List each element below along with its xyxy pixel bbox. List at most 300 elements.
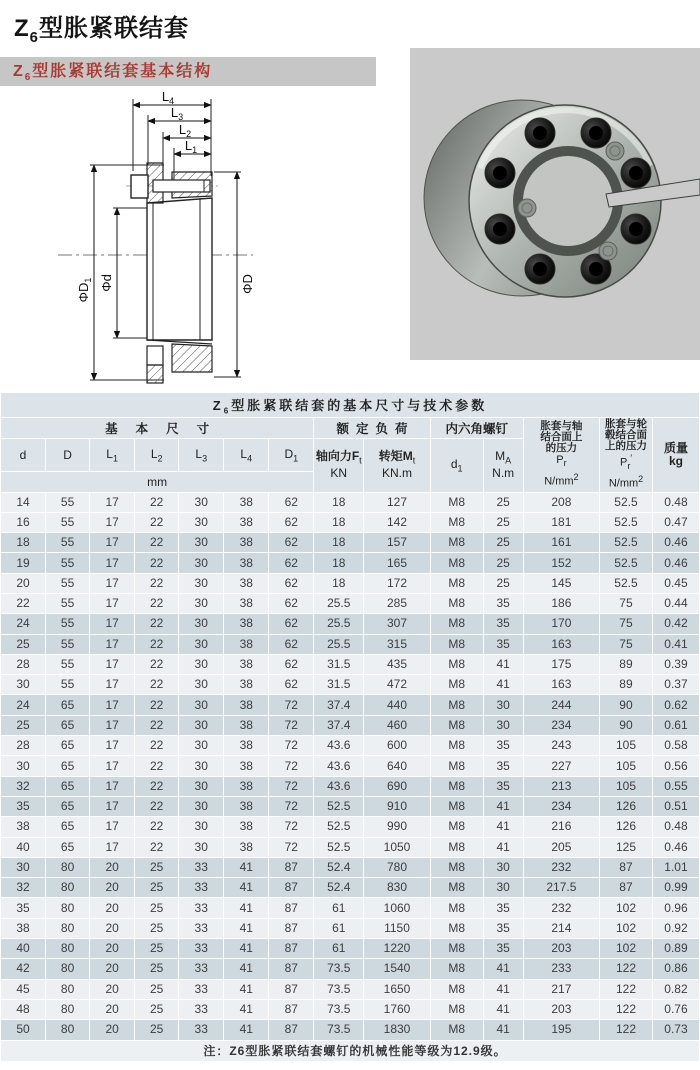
table-cell: M8 xyxy=(431,594,483,613)
table-cell: 30 xyxy=(179,655,223,674)
col-header-ma: $M_A$ N.m xyxy=(484,439,523,492)
table-cell: 0.51 xyxy=(653,797,699,816)
table-cell: 165 xyxy=(364,553,430,572)
table-cell: 72 xyxy=(269,777,313,796)
table-cell: 232 xyxy=(524,898,599,917)
table-cell: 217.5 xyxy=(524,878,599,897)
table-cell: 216 xyxy=(524,817,599,836)
table-cell: 122 xyxy=(600,1000,652,1019)
table-cell: 142 xyxy=(364,513,430,532)
table-cell: 55 xyxy=(46,493,89,512)
table-cell: 72 xyxy=(269,695,313,714)
table-cell: 20 xyxy=(90,1000,134,1019)
col-header-L2: $L_2$ xyxy=(135,439,178,471)
table-cell: 50 xyxy=(1,1020,45,1039)
table-cell: 17 xyxy=(90,817,134,836)
table-cell: 126 xyxy=(600,797,652,816)
table-cell: 38 xyxy=(224,838,268,857)
table-cell: 30 xyxy=(179,838,223,857)
table-row xyxy=(1,533,699,552)
table-title: $Z_6$型胀紧联结套的基本尺寸与技术参数 xyxy=(1,393,699,417)
table-cell: 17 xyxy=(90,675,134,694)
table-cell: 22 xyxy=(135,635,178,654)
table-cell: 25 xyxy=(135,858,178,877)
group-basic-dimensions: 基本尺寸 xyxy=(1,418,313,438)
table-cell: 38 xyxy=(224,533,268,552)
table-cell: 41 xyxy=(224,878,268,897)
table-cell: M8 xyxy=(431,919,483,938)
table-cell: 30 xyxy=(179,716,223,735)
table-cell: 55 xyxy=(46,513,89,532)
table-cell: 37.4 xyxy=(314,695,363,714)
table-row xyxy=(1,939,699,958)
table-cell: M8 xyxy=(431,878,483,897)
table-cell: 38 xyxy=(224,553,268,572)
table-cell: 33 xyxy=(179,878,223,897)
table-cell: 35 xyxy=(484,614,523,633)
table-cell: 17 xyxy=(90,695,134,714)
table-cell: 32 xyxy=(1,878,45,897)
table-cell: 25.5 xyxy=(314,614,363,633)
table-cell: 102 xyxy=(600,898,652,917)
table-cell: 90 xyxy=(600,716,652,735)
table-cell: 17 xyxy=(90,797,134,816)
dim-label-d: Φd xyxy=(99,274,114,292)
spec-table-body xyxy=(1,493,699,1040)
table-row xyxy=(1,797,699,816)
table-cell: 1540 xyxy=(364,959,430,978)
table-cell: 315 xyxy=(364,635,430,654)
table-cell: 87 xyxy=(600,858,652,877)
table-cell: 780 xyxy=(364,858,430,877)
table-cell: 41 xyxy=(484,959,523,978)
table-cell: M8 xyxy=(431,574,483,593)
table-cell: 73.5 xyxy=(314,959,363,978)
col-header-L1: $L_1$ xyxy=(90,439,134,471)
table-cell: 30 xyxy=(484,716,523,735)
table-cell: 20 xyxy=(90,919,134,938)
col-header-shaft-pressure: 胀套与轴 结合面上 的压力 $P_r$ $N/mm^2$ xyxy=(524,418,599,492)
table-cell: 41 xyxy=(224,980,268,999)
table-cell: 41 xyxy=(224,1000,268,1019)
table-cell: 163 xyxy=(524,675,599,694)
table-cell: 87 xyxy=(269,858,313,877)
table-cell: 40 xyxy=(1,838,45,857)
table-cell: 38 xyxy=(224,574,268,593)
table-cell: 181 xyxy=(524,513,599,532)
table-cell: 213 xyxy=(524,777,599,796)
table-cell: M8 xyxy=(431,817,483,836)
table-cell: 0.41 xyxy=(653,635,699,654)
table-cell: 55 xyxy=(46,553,89,572)
table-cell: 1050 xyxy=(364,838,430,857)
table-cell: 30 xyxy=(179,614,223,633)
table-cell: 0.46 xyxy=(653,533,699,552)
table-cell: 62 xyxy=(269,493,313,512)
table-cell: 38 xyxy=(224,695,268,714)
dim-label-L2: $L_2$ xyxy=(178,122,192,139)
table-cell: 25 xyxy=(135,959,178,978)
table-cell: 1220 xyxy=(364,939,430,958)
table-cell: 0.48 xyxy=(653,493,699,512)
table-cell: 80 xyxy=(46,1000,89,1019)
table-cell: 55 xyxy=(46,655,89,674)
table-cell: 80 xyxy=(46,878,89,897)
table-cell: 72 xyxy=(269,797,313,816)
table-cell: 22 xyxy=(135,797,178,816)
table-cell: 35 xyxy=(484,919,523,938)
table-cell: 62 xyxy=(269,655,313,674)
table-cell: M8 xyxy=(431,898,483,917)
table-cell: 62 xyxy=(269,574,313,593)
table-cell: M8 xyxy=(431,493,483,512)
table-cell: 41 xyxy=(224,858,268,877)
table-cell: 75 xyxy=(600,594,652,613)
table-cell: 33 xyxy=(179,1000,223,1019)
table-cell: 62 xyxy=(269,533,313,552)
table-cell: 62 xyxy=(269,553,313,572)
table-row xyxy=(1,493,699,512)
table-cell: 0.89 xyxy=(653,939,699,958)
table-cell: 52.5 xyxy=(600,553,652,572)
table-cell: 40 xyxy=(1,939,45,958)
table-cell: 20 xyxy=(90,878,134,897)
table-cell: 38 xyxy=(224,777,268,796)
table-cell: 122 xyxy=(600,959,652,978)
table-cell: 22 xyxy=(135,695,178,714)
table-cell: 25 xyxy=(135,1000,178,1019)
table-cell: 61 xyxy=(314,919,363,938)
table-cell: 0.48 xyxy=(653,817,699,836)
table-cell: 22 xyxy=(135,777,178,796)
table-cell: 640 xyxy=(364,756,430,775)
table-cell: 910 xyxy=(364,797,430,816)
table-cell: 90 xyxy=(600,695,652,714)
table-cell: 22 xyxy=(135,655,178,674)
col-header-axial-force: 轴向力$F_t$ KN xyxy=(314,439,363,492)
table-cell: 33 xyxy=(179,959,223,978)
table-cell: 22 xyxy=(135,756,178,775)
table-cell: 52.5 xyxy=(600,574,652,593)
table-cell: 62 xyxy=(269,513,313,532)
table-cell: 170 xyxy=(524,614,599,633)
table-cell: 52.4 xyxy=(314,858,363,877)
table-row xyxy=(1,959,699,978)
dim-label-L4: $L_4$ xyxy=(161,89,175,106)
table-cell: 0.45 xyxy=(653,574,699,593)
table-cell: M8 xyxy=(431,695,483,714)
table-cell: 25 xyxy=(135,1020,178,1039)
table-cell: 0.55 xyxy=(653,777,699,796)
table-cell: 17 xyxy=(90,777,134,796)
table-cell: 30 xyxy=(179,736,223,755)
col-header-d: d xyxy=(1,439,45,471)
table-cell: 22 xyxy=(135,574,178,593)
table-cell: 61 xyxy=(314,898,363,917)
table-cell: 307 xyxy=(364,614,430,633)
table-cell: 30 xyxy=(179,493,223,512)
table-cell: 30 xyxy=(179,756,223,775)
unit-mm: mm xyxy=(1,472,313,492)
table-cell: 52.5 xyxy=(314,817,363,836)
table-cell: 55 xyxy=(46,533,89,552)
table-cell: 38 xyxy=(224,513,268,532)
table-cell: 1.01 xyxy=(653,858,699,877)
table-cell: 35 xyxy=(1,797,45,816)
table-cell: 80 xyxy=(46,858,89,877)
table-cell: 233 xyxy=(524,959,599,978)
table-cell: 232 xyxy=(524,858,599,877)
table-cell: M8 xyxy=(431,736,483,755)
table-cell: 102 xyxy=(600,919,652,938)
table-cell: 38 xyxy=(1,919,45,938)
table-cell: 25 xyxy=(1,716,45,735)
table-cell: 0.96 xyxy=(653,898,699,917)
table-cell: 38 xyxy=(224,493,268,512)
table-cell: 33 xyxy=(179,919,223,938)
table-cell: 17 xyxy=(90,594,134,613)
table-cell: 22 xyxy=(135,594,178,613)
table-cell: 30 xyxy=(179,817,223,836)
col-header-mass: 质量 kg xyxy=(653,418,699,492)
table-cell: 80 xyxy=(46,1020,89,1039)
table-cell: 163 xyxy=(524,635,599,654)
dim-label-L1: $L_1$ xyxy=(184,138,198,155)
table-cell: 0.62 xyxy=(653,695,699,714)
table-cell: 24 xyxy=(1,614,45,633)
table-cell: 35 xyxy=(484,898,523,917)
table-cell: 440 xyxy=(364,695,430,714)
table-cell: 125 xyxy=(600,838,652,857)
table-cell: M8 xyxy=(431,777,483,796)
table-cell: 30 xyxy=(1,858,45,877)
table-cell: 195 xyxy=(524,1020,599,1039)
table-row xyxy=(1,817,699,836)
table-row xyxy=(1,695,699,714)
table-cell: 22 xyxy=(1,594,45,613)
table-cell: 1830 xyxy=(364,1020,430,1039)
table-cell: 38 xyxy=(224,716,268,735)
table-cell: 435 xyxy=(364,655,430,674)
table-cell: 38 xyxy=(224,675,268,694)
table-cell: 30 xyxy=(179,513,223,532)
table-cell: 52.5 xyxy=(600,533,652,552)
table-cell: 41 xyxy=(224,939,268,958)
table-cell: 0.76 xyxy=(653,1000,699,1019)
table-cell: 20 xyxy=(90,980,134,999)
table-cell: 17 xyxy=(90,533,134,552)
table-cell: 0.99 xyxy=(653,878,699,897)
table-cell: 22 xyxy=(135,736,178,755)
dim-label-D: ΦD xyxy=(240,274,255,294)
table-cell: 43.6 xyxy=(314,777,363,796)
table-row xyxy=(1,858,699,877)
table-cell: 17 xyxy=(90,838,134,857)
table-cell: 214 xyxy=(524,919,599,938)
col-header-hub-pressure: 胀套与轮 毂结合面 上的压力 $P_r'$ $N/mm^2$ xyxy=(600,418,652,492)
table-cell: M8 xyxy=(431,858,483,877)
table-cell: 22 xyxy=(135,614,178,633)
table-cell: 38 xyxy=(224,736,268,755)
table-cell: 55 xyxy=(46,574,89,593)
table-cell: 33 xyxy=(179,980,223,999)
table-cell: 0.58 xyxy=(653,736,699,755)
table-row xyxy=(1,1020,699,1039)
table-cell: M8 xyxy=(431,716,483,735)
table-cell: 690 xyxy=(364,777,430,796)
table-cell: 35 xyxy=(484,635,523,654)
table-cell: 75 xyxy=(600,614,652,633)
table-cell: 22 xyxy=(135,838,178,857)
table-cell: 18 xyxy=(314,533,363,552)
table-cell: 35 xyxy=(484,594,523,613)
table-cell: 41 xyxy=(484,1000,523,1019)
table-cell: 41 xyxy=(484,655,523,674)
table-cell: 17 xyxy=(90,614,134,633)
table-cell: 234 xyxy=(524,797,599,816)
table-cell: 186 xyxy=(524,594,599,613)
table-cell: 41 xyxy=(484,1020,523,1039)
page-title: $Z_6$型胀紧联结套 xyxy=(14,15,189,46)
table-cell: 830 xyxy=(364,878,430,897)
table-cell: 41 xyxy=(484,797,523,816)
table-cell: 73.5 xyxy=(314,980,363,999)
table-cell: 30 xyxy=(484,695,523,714)
table-cell: 87 xyxy=(600,878,652,897)
table-cell: 22 xyxy=(135,553,178,572)
table-row xyxy=(1,716,699,735)
table-cell: 17 xyxy=(90,736,134,755)
table-row xyxy=(1,777,699,796)
table-cell: 18 xyxy=(314,493,363,512)
table-cell: 0.46 xyxy=(653,553,699,572)
table-cell: 30 xyxy=(484,858,523,877)
section-banner: $Z_6$型胀紧联结套基本结构 xyxy=(0,57,376,86)
table-cell: 20 xyxy=(90,898,134,917)
table-row xyxy=(1,736,699,755)
table-cell: 0.86 xyxy=(653,959,699,978)
table-cell: 61 xyxy=(314,939,363,958)
table-cell: 41 xyxy=(484,817,523,836)
table-cell: 18 xyxy=(314,553,363,572)
table-cell: 41 xyxy=(224,898,268,917)
table-cell: 73.5 xyxy=(314,1020,363,1039)
table-cell: 38 xyxy=(224,635,268,654)
table-cell: 31.5 xyxy=(314,655,363,674)
table-cell: 30 xyxy=(1,675,45,694)
col-header-L3: $L_3$ xyxy=(179,439,223,471)
table-cell: 52.5 xyxy=(600,493,652,512)
table-cell: 87 xyxy=(269,1020,313,1039)
table-cell: 22 xyxy=(135,817,178,836)
table-cell: 19 xyxy=(1,553,45,572)
table-cell: 30 xyxy=(179,594,223,613)
table-cell: M8 xyxy=(431,797,483,816)
table-row xyxy=(1,574,699,593)
table-cell: 0.92 xyxy=(653,919,699,938)
table-cell: 62 xyxy=(269,594,313,613)
table-cell: 30 xyxy=(179,695,223,714)
table-cell: 30 xyxy=(179,777,223,796)
table-cell: M8 xyxy=(431,533,483,552)
table-cell: 127 xyxy=(364,493,430,512)
table-cell: 30 xyxy=(484,878,523,897)
table-cell: M8 xyxy=(431,838,483,857)
table-cell: 102 xyxy=(600,939,652,958)
table-cell: 87 xyxy=(269,939,313,958)
table-cell: 157 xyxy=(364,533,430,552)
table-cell: 205 xyxy=(524,838,599,857)
table-cell: 43.6 xyxy=(314,736,363,755)
table-cell: M8 xyxy=(431,1000,483,1019)
table-cell: 35 xyxy=(484,756,523,775)
table-cell: 52.5 xyxy=(314,838,363,857)
dim-label-D1: $\Phi D_1$ xyxy=(76,277,93,303)
table-cell: 55 xyxy=(46,614,89,633)
table-cell: 45 xyxy=(1,980,45,999)
table-cell: 122 xyxy=(600,1020,652,1039)
table-row xyxy=(1,675,699,694)
table-cell: 41 xyxy=(224,919,268,938)
table-cell: 72 xyxy=(269,756,313,775)
table-cell: 38 xyxy=(224,817,268,836)
table-row xyxy=(1,655,699,674)
table-cell: 175 xyxy=(524,655,599,674)
spec-table xyxy=(0,392,700,1062)
table-cell: 41 xyxy=(224,1020,268,1039)
table-cell: 72 xyxy=(269,838,313,857)
table-cell: 227 xyxy=(524,756,599,775)
table-cell: 1060 xyxy=(364,898,430,917)
table-row xyxy=(1,513,699,532)
table-cell: 30 xyxy=(179,635,223,654)
table-cell: M8 xyxy=(431,513,483,532)
table-note: 注：Z6型胀紧联结套螺钉的机械性能等级为12.9级。 xyxy=(1,1041,699,1061)
technical-drawing xyxy=(8,88,400,388)
table-cell: M8 xyxy=(431,980,483,999)
table-cell: 80 xyxy=(46,898,89,917)
table-cell: 22 xyxy=(135,716,178,735)
table-cell: 43.6 xyxy=(314,756,363,775)
table-cell: 87 xyxy=(269,878,313,897)
table-cell: 89 xyxy=(600,675,652,694)
table-cell: 65 xyxy=(46,756,89,775)
table-cell: 0.47 xyxy=(653,513,699,532)
col-header-L4: $L_4$ xyxy=(224,439,268,471)
table-cell: 28 xyxy=(1,655,45,674)
table-cell: 33 xyxy=(179,939,223,958)
table-cell: 25 xyxy=(484,574,523,593)
table-cell: 38 xyxy=(224,756,268,775)
table-cell: 472 xyxy=(364,675,430,694)
part-section xyxy=(131,163,212,383)
table-cell: 22 xyxy=(135,675,178,694)
table-cell: 22 xyxy=(135,493,178,512)
table-cell: 0.39 xyxy=(653,655,699,674)
table-cell: 17 xyxy=(90,493,134,512)
table-cell: 17 xyxy=(90,756,134,775)
table-cell: 87 xyxy=(269,1000,313,1019)
table-cell: 55 xyxy=(46,675,89,694)
table-cell: 234 xyxy=(524,716,599,735)
table-cell: 600 xyxy=(364,736,430,755)
table-row xyxy=(1,980,699,999)
table-cell: 203 xyxy=(524,939,599,958)
table-cell: 20 xyxy=(90,1020,134,1039)
table-cell: 105 xyxy=(600,756,652,775)
col-header-D: D xyxy=(46,439,89,471)
table-cell: 87 xyxy=(269,919,313,938)
